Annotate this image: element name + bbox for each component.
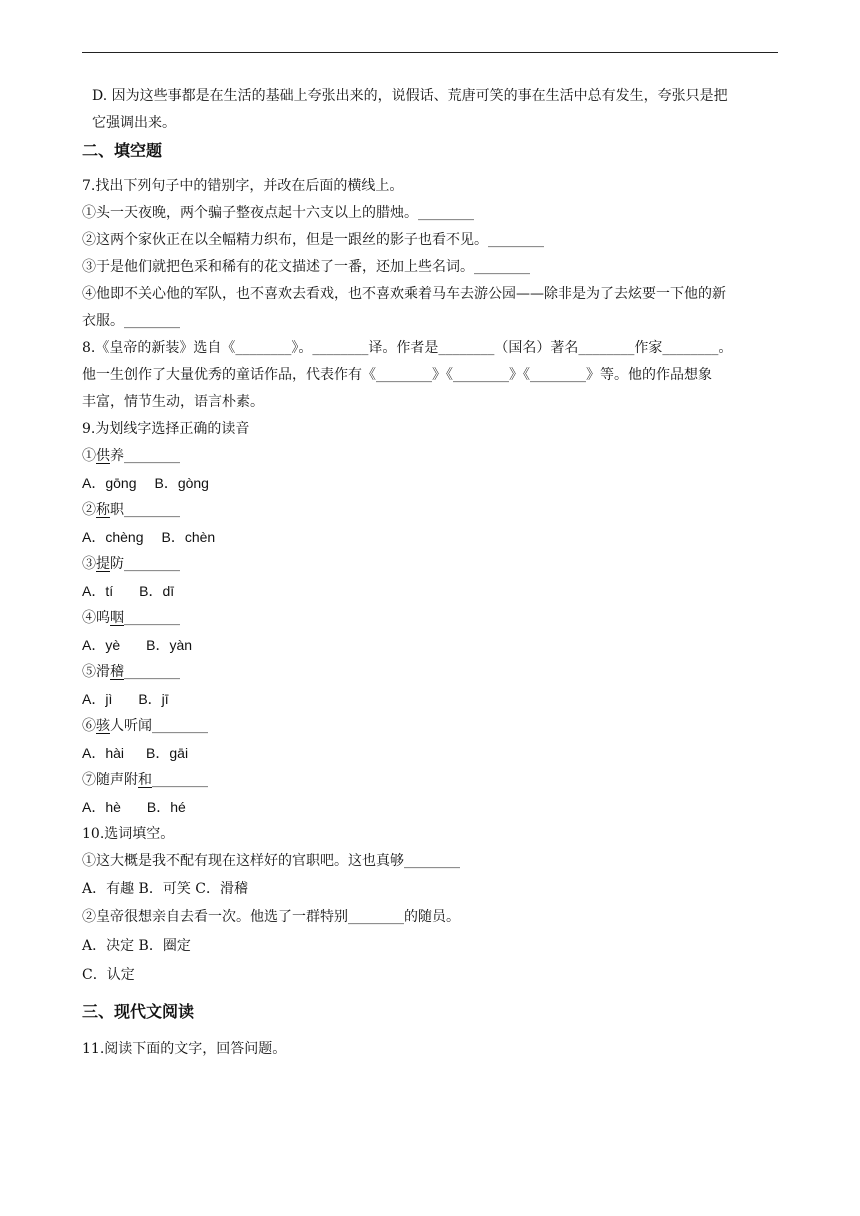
q9-item-6-options: [82, 744, 188, 762]
answer-blank: ________: [124, 556, 180, 572]
header-rule: [82, 52, 778, 53]
q9-item-4-options: [82, 636, 192, 654]
q6-option-d-line1: D. 因为这些事都是在生活的基础上夸张出来的，说假话、荒唐可笑的事在生活中总有发生，夸张只是把: [92, 88, 728, 104]
q9-item-7-options: [82, 798, 186, 816]
q9-item-5: ⑤滑稽________: [82, 664, 180, 680]
q9-item-1: ①供养________: [82, 448, 180, 464]
q8-line2: 他一生创作了大量优秀的童话作品，代表作有《________》《________》《________》等。他的作品想象: [82, 367, 712, 383]
option-b: B．yàn: [146, 637, 193, 653]
q9-item-4: ④呜咽________: [82, 610, 180, 626]
underlined-char: 咽: [110, 610, 124, 626]
q11-stem: 11.阅读下面的文字，回答问题。: [82, 1041, 287, 1057]
q8-line3: 丰富，情节生动，语言朴素。: [82, 394, 264, 410]
q7-item-1: ①头一天夜晚，两个骗子整夜点起十六支以上的腊烛。________: [82, 205, 474, 221]
answer-blank: ________: [152, 772, 208, 788]
q10-item-2-options-line1: A．决定 B．圈定: [82, 938, 191, 954]
q9-item-6: ⑥骇人听闻________: [82, 718, 208, 734]
q7-item-4-cont: 衣服。________: [82, 313, 180, 329]
underlined-char: 提: [96, 556, 110, 572]
option-b: B．hé: [146, 799, 186, 815]
q9-item-5-options: [82, 690, 169, 708]
q7-item-4: ④他即不关心他的军队，也不喜欢去看戏，也不喜欢乘着马车去游公园——除非是为了去炫要一下他的新: [82, 286, 726, 302]
option-b: B．gòng: [154, 475, 209, 491]
option-a: A．hài: [82, 745, 125, 761]
option-a: A．jì: [82, 691, 113, 707]
q7-item-2: ②这两个家伙正在以全幅精力织布，但是一跟丝的影子也看不见。________: [82, 232, 544, 248]
q10-item-2-options-line2: C．认定: [82, 967, 135, 983]
q7-stem: 7.找出下列句子中的错别字，并改在后面的横线上。: [82, 178, 404, 194]
q10-item-1-options: A．有趣 B．可笑 C．滑稽: [82, 881, 249, 897]
section3-title: 三、现代文阅读: [82, 1002, 195, 1021]
option-b: B．dī: [139, 583, 175, 599]
option-b: B．jī: [138, 691, 169, 707]
option-a: A．hè: [82, 799, 121, 815]
underlined-char: 骇: [96, 718, 110, 734]
q6-option-d-line2: 它强调出来。: [92, 115, 176, 131]
q9-item-3: ③提防________: [82, 556, 180, 572]
q9-stem: 9.为划线字选择正确的读音: [82, 421, 250, 437]
q8-line1: 8.《皇帝的新装》选自《________》。________译。作者是________（国名）著名________作家________。: [82, 340, 733, 356]
q9-item-2: ②称职________: [82, 502, 180, 518]
option-b: B．gāi: [146, 745, 189, 761]
underlined-char: 称: [96, 502, 110, 518]
option-a: A．chèng: [82, 529, 144, 545]
answer-blank: ________: [124, 448, 180, 464]
q10-item-1: ①这大概是我不配有现在这样好的官职吧。这也真够________: [82, 853, 460, 869]
answer-blank: ________: [124, 664, 180, 680]
underlined-char: 供: [96, 448, 110, 464]
q7-item-3: ③于是他们就把色采和稀有的花文描述了一番，还加上些名词。________: [82, 259, 530, 275]
underlined-char: 稽: [110, 664, 124, 680]
q10-item-2: ②皇帝很想亲自去看一次。他选了一群特别________的随员。: [82, 909, 460, 925]
q9-item-3-options: [82, 582, 174, 600]
answer-blank: ________: [152, 718, 208, 734]
section2-title: 二、填空题: [82, 141, 163, 160]
underlined-char: 和: [138, 772, 152, 788]
option-a: A．tí: [82, 583, 114, 599]
option-a: A．gōng: [82, 475, 137, 491]
q9-item-2-options: [82, 528, 215, 546]
q9-item-1-options: [82, 474, 209, 492]
q10-stem: 10.选词填空。: [82, 826, 175, 842]
answer-blank: ________: [124, 502, 180, 518]
answer-blank: ________: [124, 610, 180, 626]
option-a: A．yè: [82, 637, 121, 653]
q9-item-7: ⑦随声附和________: [82, 772, 208, 788]
option-b: B．chèn: [161, 529, 216, 545]
